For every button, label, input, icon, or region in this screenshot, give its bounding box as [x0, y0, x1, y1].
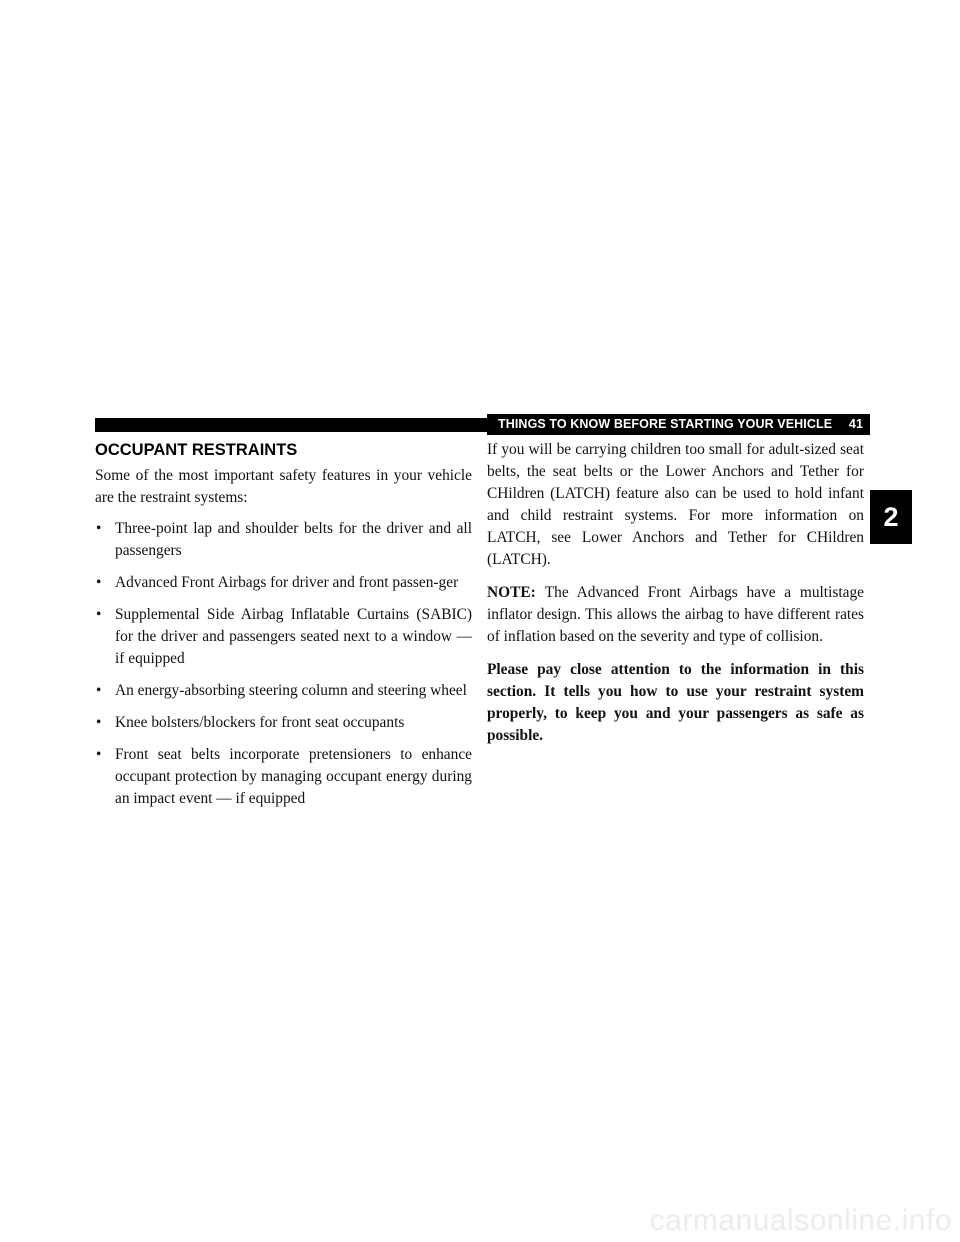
list-item: [95, 604, 472, 670]
page-number: 41: [848, 417, 863, 431]
bullet-icon: •: [96, 746, 102, 763]
list-item-text: Advanced Front Airbags for driver and front passen-ger: [115, 574, 459, 591]
running-header-title: THINGS TO KNOW BEFORE STARTING YOUR VEHICLE: [498, 417, 833, 431]
note-paragraph: [487, 582, 864, 648]
bullet-icon: •: [96, 606, 102, 623]
list-item-text: Three-point lap and shoulder belts for the driver and all passengers: [115, 520, 472, 559]
latch-paragraph: If you will be carrying children too small for adult-sized seat belts, the seat belts or the Lower Anchors and Tether for CHildren (LATCH) feature also can be used to hold infant and child restraint systems. For more information on LATCH, see Lower Anchors and Tether for CHildren (LATCH).: [487, 441, 864, 568]
list-item: [95, 680, 472, 702]
chapter-tab: 2: [870, 490, 912, 544]
bullet-icon: •: [96, 714, 102, 731]
list-item: [95, 572, 472, 594]
restraint-list: [95, 518, 472, 810]
bullet-icon: •: [96, 520, 102, 537]
list-item-text: Supplemental Side Airbag Inflatable Curtains (SABIC) for the driver and passengers seated next to a window — if equipped: [115, 606, 472, 667]
warning-paragraph: Please pay close attention to the information in this section. It tells you how to use your restraint system properly, to keep you and your passengers as safe as possible.: [487, 661, 864, 744]
list-item-text: Front seat belts incorporate pretensioners to enhance occupant protection by managing occupant energy during an impact event — if equipped: [115, 746, 472, 807]
list-item-text: An energy-absorbing steering column and steering wheel: [115, 682, 467, 699]
note-label: NOTE:: [487, 584, 536, 601]
intro-paragraph: Some of the most important safety features in your vehicle are the restraint systems:: [95, 467, 472, 506]
list-item: [95, 712, 472, 734]
list-item: [95, 744, 472, 810]
running-header: [487, 414, 870, 435]
bullet-icon: •: [96, 682, 102, 699]
right-column: [487, 439, 864, 747]
header-rule: [95, 418, 495, 432]
section-heading: OCCUPANT RESTRAINTS: [95, 441, 298, 459]
left-column: [95, 439, 472, 820]
bullet-icon: •: [96, 574, 102, 591]
watermark: carmanualsonline.info: [649, 1204, 952, 1237]
list-item: [95, 518, 472, 562]
note-text: The Advanced Front Airbags have a multistage inflator design. This allows the airbag to have different rates of inflation based on the severity and type of collision.: [487, 584, 864, 645]
list-item-text: Knee bolsters/blockers for front seat occupants: [115, 714, 405, 731]
